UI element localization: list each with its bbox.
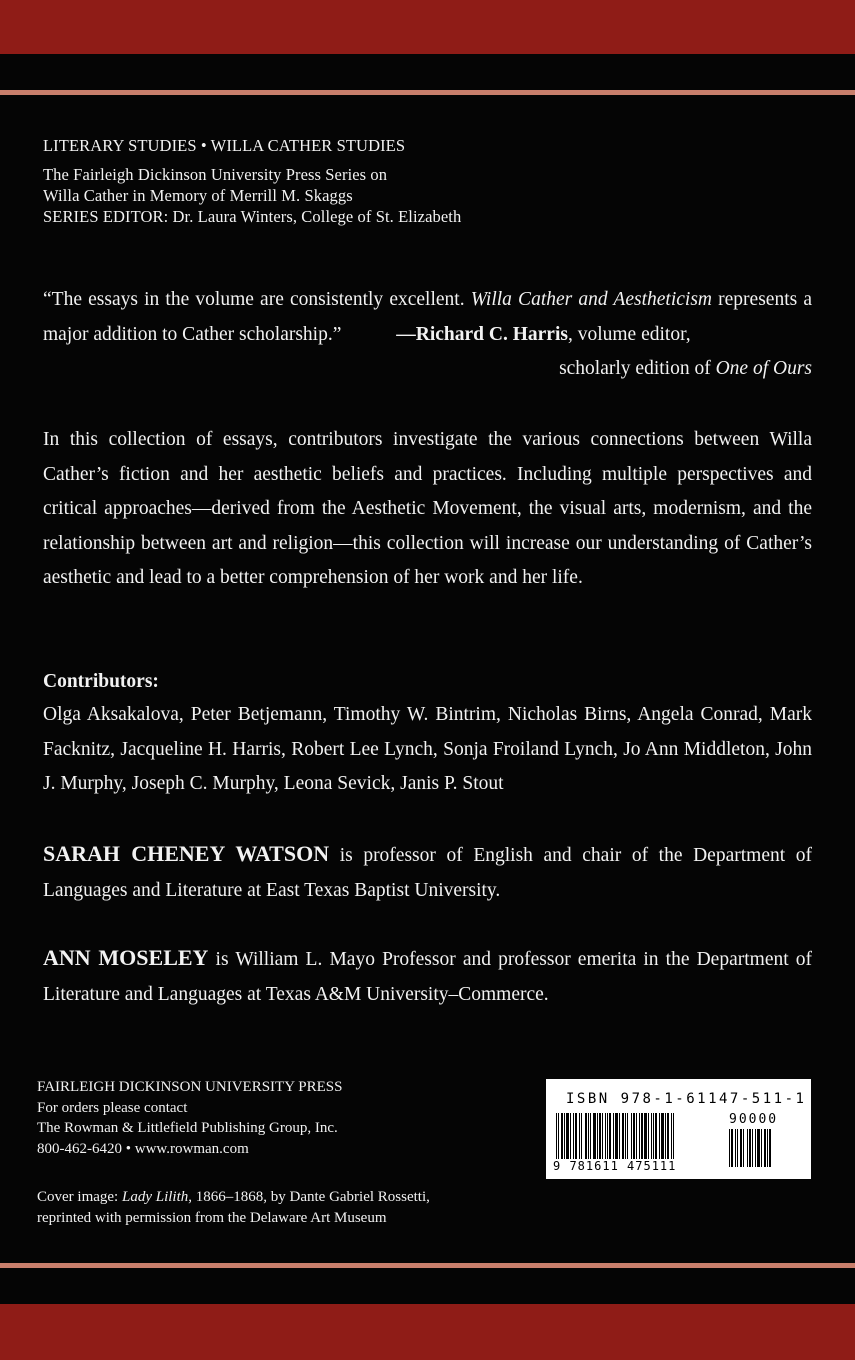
top-color-band [0, 0, 855, 54]
editor-bio-2: ANN MOSELEY is William L. Mayo Professor and professor emerita in the Department of Literature and Languages at Texas A&M University–Commerce. [43, 945, 813, 1005]
isbn-barcode [546, 1079, 811, 1179]
editor-name-2: ANN MOSELEY [43, 945, 209, 970]
quote-text: “The essays in the volume are consistently excellent. Willa Cather and Aestheticism represents a major addition to Cather scholarship.” —Richard C. Harris, volume editor, [43, 289, 813, 345]
editor-bio-1: SARAH CHENEY WATSON is professor of English and chair of the Department of Languages and Literature at East Texas Baptist University. [43, 841, 812, 901]
series-line-1: The Fairleigh Dickinson University Press Series on [43, 165, 388, 184]
artwork-title: Lady Lilith [121, 1189, 189, 1205]
cover-credit: Cover image: Lady Lilith, 1866–1868, by Dante Gabriel Rossetti, reprinted with permission from the Delaware Art Museum [37, 1189, 430, 1226]
editor-name-1: SARAH CHENEY WATSON [43, 841, 330, 866]
quote-book-title: Willa Cather and Aestheticism [470, 289, 712, 310]
barcode-bars [556, 1113, 726, 1163]
isbn-number: ISBN 978-1-61147-511-1 [566, 1091, 807, 1107]
quote-attribution-line-2: scholarly edition of One of Ours [559, 358, 812, 379]
endorsement-quote [43, 283, 812, 387]
category-line: LITERARY STUDIES • WILLA CATHER STUDIES [43, 136, 406, 155]
publisher-info [37, 1077, 342, 1159]
barcode-bar [673, 1113, 674, 1163]
top-divider-rule [0, 90, 855, 95]
addon-barcode-bars [729, 1129, 799, 1167]
book-description: In this collection of essays, contributors investigate the various connections between Willa Cather’s fiction and her aesthetic beliefs and practices. Including multiple perspectives and critical approaches—derived from the Aesthetic Movement, the visual arts, modernism, and the relationship between art and religion—this collection will increase our understanding of Cather’s aesthetic and lead to a better comprehension of her work and her life. [43, 429, 812, 588]
contributors-section [43, 666, 812, 802]
barcode-bar [769, 1129, 771, 1167]
contributors-heading: Contributors: [43, 671, 159, 692]
quote-attribution-name: —Richard C. Harris [396, 323, 568, 345]
series-line-2: Willa Cather in Memory of Merrill M. Skaggs [43, 186, 353, 205]
series-editor: SERIES EDITOR: Dr. Laura Winters, College of St. Elizabeth [43, 207, 462, 226]
price-code: 90000 [729, 1112, 779, 1127]
contact-line: 800-462-6420 • www.rowman.com [37, 1140, 249, 1157]
bottom-divider-rule [0, 1263, 855, 1268]
series-info [43, 135, 461, 227]
orders-line: For orders please contact [37, 1099, 188, 1116]
distributor-line: The Rowman & Littlefield Publishing Group, Inc. [37, 1120, 338, 1136]
barcode-digits: 9 781611 475111 [553, 1159, 677, 1173]
contributors-list: Olga Aksakalova, Peter Betjemann, Timothy W. Bintrim, Nicholas Birns, Angela Conrad, Mark Facknitz, Jacqueline H. Harris, Robert Lee Lynch, Sonja Froiland Lynch, Jo Ann Middleton, John J. Murphy, Joseph C. Murphy, Leona Sevick, Janis P. Stout [43, 704, 812, 794]
bottom-color-band [0, 1304, 855, 1360]
publisher-name: FAIRLEIGH DICKINSON UNIVERSITY PRESS [37, 1079, 343, 1095]
